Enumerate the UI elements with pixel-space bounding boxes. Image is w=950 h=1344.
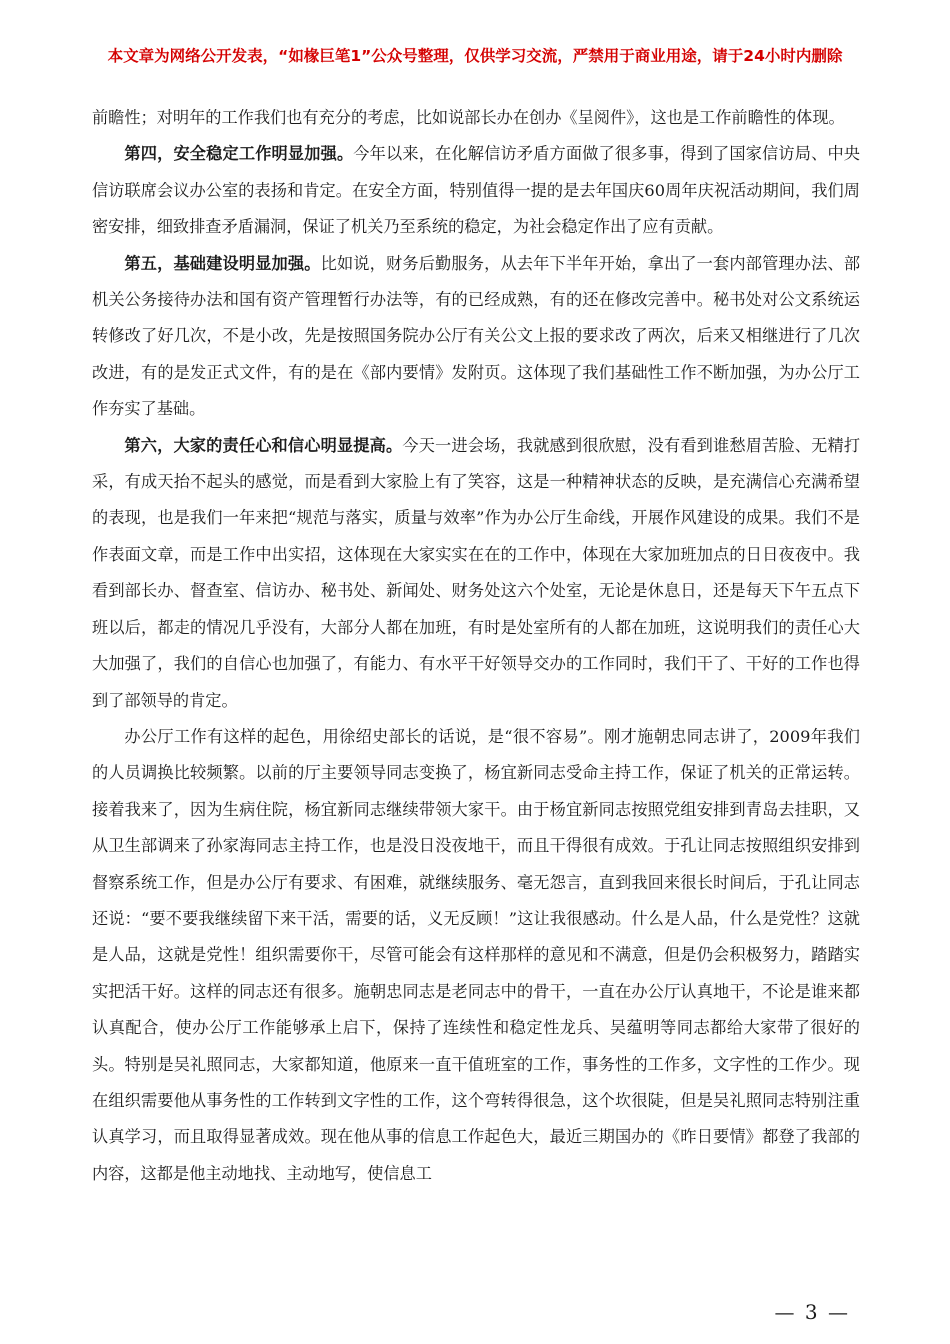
paragraph-fifth <box>92 246 860 428</box>
paragraph-text: 办公厅工作有这样的起色，用徐绍史部长的话说，是“很不容易”。刚才施朝忠同志讲了，2009年我们的人员调换比较频繁。以前的厅主要领导同志变换了，杨宜新同志受命主持工作，保证了机关的正常运转。接着我来了，因为生病住院，杨宜新同志继续带领大家干。由于杨宜新同志按照党组安排到青岛去挂职，又从卫生部调来了孙家海同志主持工作，也是没日没夜地干，而且干得很有成效。于孔让同志按照组织安排到督察系统工作，但是办公厅有要求、有困难，就继续服务、毫无怨言，直到我回来很长时间后，于孔让同志还说：“要不要我继续留下来干活，需要的话，义无反顾！”这让我很感动。什么是人品，什么是党性？这就是人品，这就是党性！组织需要你干，尽管可能会有这样那样的意见和不满意，但是仍会积极努力，踏踏实实把活干好。这样的同志还有很多。施朝忠同志是老同志中的骨干，一直在办公厅认真地干，不论是谁来都认真配合，使办公厅工作能够承上启下，保持了连续性和稳定性龙兵、吴蕴明等同志都给大家带了很好的头。特别是吴礼照同志，大家都知道，他原来一直干值班室的工作，事务性的工作多，文字性的工作少。现在组织需要他从事务性的工作转到文字性的工作，这个弯转得很急，这个坎很陡，但是吴礼照同志特别注重认真学习，而且取得显著成效。现在他从事的信息工作起色大，最近三期国办的《昨日要情》都登了我部的内容，这都是他主动地找、主动地写，使信息工 <box>92 726 860 1183</box>
paragraph-sixth <box>92 428 860 719</box>
paragraph-heading: 第五，基础建设明显加强。 <box>124 253 321 273</box>
paragraph-text: 比如说，财务后勤服务，从去年下半年开始，拿出了一套内部管理办法、部机关公务接待办法和国有资产管理暂行办法等，有的已经成熟，有的还在修改完善中。秘书处对公文系统运转修改了好几次，不是小改，先是按照国务院办公厅有关公文上报的要求改了两次，后来又相继进行了几次改进，有的是发正式文件，有的是在《部内要情》发附页。这体现了我们基础性工作不断加强，为办公厅工作夯实了基础。 <box>92 253 861 419</box>
page-number: — 3 — <box>774 1300 850 1324</box>
paragraph-text: 今年以来，在化解信访矛盾方面做了很多事，得到了国家信访局、中央信访联席会议办公室的表扬和肯定。在安全方面，特别值得一提的是去年国庆60周年庆祝活动期间，我们周密安排，细致排查矛盾漏洞，保证了机关乃至系统的稳定，为社会稳定作出了应有贡献。 <box>92 144 860 237</box>
paragraph-continuation <box>92 100 860 136</box>
paragraph-fourth <box>92 136 860 245</box>
paragraph-heading: 第六，大家的责任心和信心明显提高。 <box>124 435 403 455</box>
paragraph-text: 前瞻性；对明年的工作我们也有充分的考虑，比如说部长办在创办《呈阅件》，这也是工作前瞻性的体现。 <box>92 108 845 127</box>
copyright-notice: 本文章为网络公开发表，“如椽巨笔1”公众号整理，仅供学习交流，严禁用于商业用途，请于24小时内删除 <box>107 47 843 65</box>
document-body <box>92 100 860 1192</box>
paragraph-office-progress <box>92 719 860 1192</box>
paragraph-text: 今天一进会场，我就感到很欣慰，没有看到谁愁眉苦脸、无精打采，有成天抬不起头的感觉，而是看到大家脸上有了笑容，这是一种精神状态的反映，是充满信心充满希望的表现，也是我们一年来把“规范与落实，质量与效率”作为办公厅生命线，开展作风建设的成果。我们不是作表面文章，而是工作中出实招，这体现在大家实实在在的工作中，体现在大家加班加点的日日夜夜中。我看到部长办、督查室、信访办、秘书处、新闻处、财务处这六个处室，无论是休息日，还是每天下午五点下班以后，都走的情况几乎没有，大部分人都在加班，有时是处室所有的人都在加班，这说明我们的责任心大大加强了，我们的自信心也加强了，有能力、有水平干好领导交办的工作同时，我们干了、干好的工作也得到了部领导的肯定。 <box>92 435 861 710</box>
paragraph-heading: 第四，安全稳定工作明显加强。 <box>124 144 354 164</box>
